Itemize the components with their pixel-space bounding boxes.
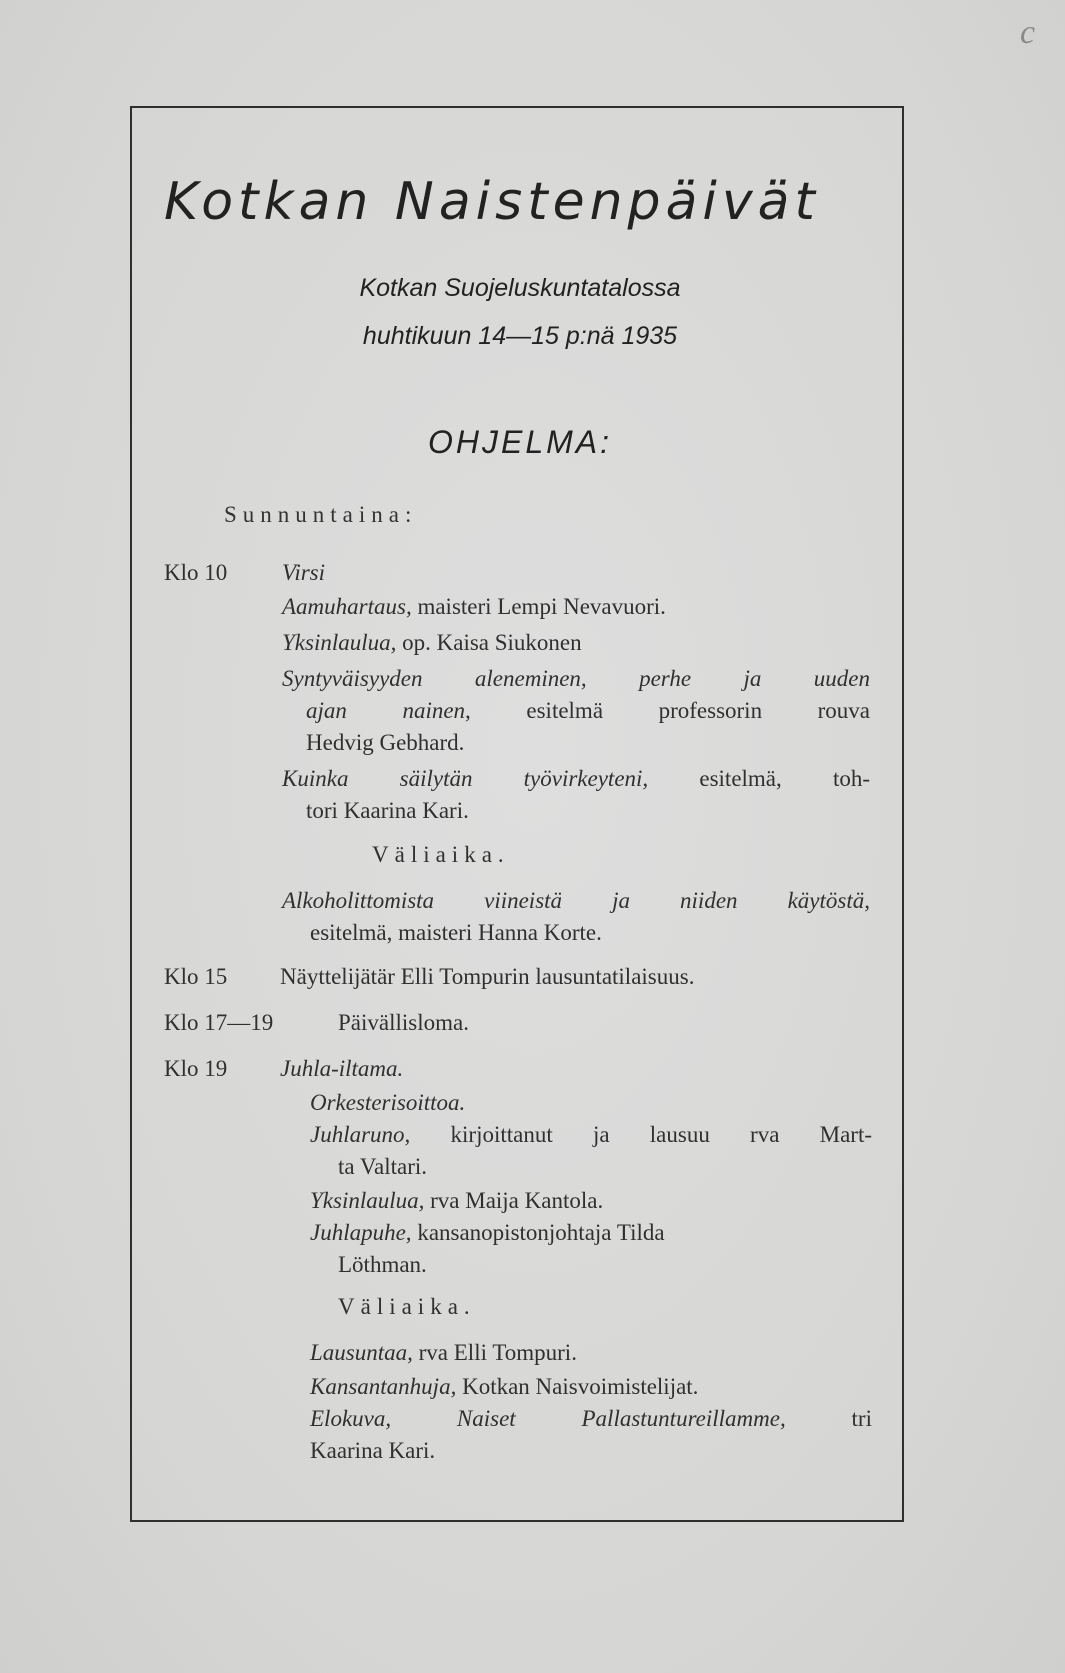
item-virsi: Virsi xyxy=(282,560,326,585)
time-klo-19: Klo 19 xyxy=(164,1056,228,1081)
item-title: Yksinlaulua, xyxy=(310,1188,425,1213)
margin-mark: c xyxy=(1020,14,1036,51)
item-title: Elokuva, Naiset Pallastuntureillamme, xyxy=(310,1406,786,1431)
item-syntyvaisyys-line3: Hedvig Gebhard. xyxy=(306,730,465,755)
date-line: huhtikuun 14—15 p:nä 1935 xyxy=(362,322,678,350)
item-title: Kuinka säilytän työvirkeyteni, xyxy=(282,766,649,791)
item-kansantanhuja xyxy=(310,1372,698,1402)
item-orkesterisoittoa: Orkesterisoittoa. xyxy=(310,1090,466,1115)
item-detail: kirjoittanut ja lausuu rva Mart- xyxy=(450,1122,872,1147)
item-title: Yksinlaulua, xyxy=(282,630,397,655)
item-juhlapuhe-line1 xyxy=(310,1218,665,1248)
item-yksinlaulua-2 xyxy=(310,1186,603,1216)
item-syntyvaisyys-line1: Syntyväisyyden aleneminen, perhe ja uuden xyxy=(282,666,870,691)
item-detail: rva Elli Tompuri. xyxy=(418,1340,577,1365)
item-juhlapuhe-line2: Löthman. xyxy=(338,1252,427,1277)
item-title: Lausuntaa, xyxy=(310,1340,413,1365)
item-detail: op. Kaisa Siukonen xyxy=(402,630,582,655)
item-elokuva-line1 xyxy=(310,1404,872,1434)
item-title: Aamuhartaus, xyxy=(282,594,412,619)
time-klo-17-19: Klo 17—19 xyxy=(164,1010,274,1035)
item-viinit-line2: esitelmä, maisteri Hanna Korte. xyxy=(310,920,602,945)
item-juhlaruno-line2: ta Valtari. xyxy=(338,1154,427,1179)
item-title: ajan nainen, xyxy=(306,698,471,723)
item-detail: Kotkan Naisvoimistelijat. xyxy=(462,1374,699,1399)
day-label: Sunnuntaina: xyxy=(224,502,418,527)
item-detail: kansanopistonjohtaja Tilda xyxy=(417,1220,665,1245)
intermission-1: Väliaika. xyxy=(372,842,510,867)
item-syntyvaisyys-line2 xyxy=(306,696,870,726)
item-yksinlaulua xyxy=(282,628,582,658)
item-lausuntatilaisuus: Näyttelijätär Elli Tompurin lausuntatilaisuus. xyxy=(280,964,695,989)
time-klo-15: Klo 15 xyxy=(164,964,228,989)
venue-line: Kotkan Suojeluskuntatalossa xyxy=(359,274,681,302)
item-elokuva-line2: Kaarina Kari. xyxy=(310,1438,436,1463)
item-title: Juhlaruno, xyxy=(310,1122,411,1147)
item-viinit-line1: Alkoholittomista viineistä ja niiden käytöstä, xyxy=(282,888,870,913)
item-paivallisloma: Päivällisloma. xyxy=(338,1010,469,1035)
intermission-2: Väliaika. xyxy=(338,1294,476,1319)
item-title: Kansantanhuja, xyxy=(310,1374,457,1399)
item-detail: esitelmä, toh- xyxy=(699,766,871,791)
item-tyovirkeys-line2: tori Kaarina Kari. xyxy=(306,798,469,823)
program-border xyxy=(130,106,904,1522)
item-tyovirkeys-line1 xyxy=(282,764,870,794)
item-juhla-iltama: Juhla-iltama. xyxy=(280,1056,404,1081)
program-heading: OHJELMA: xyxy=(427,424,613,460)
time-klo-10: Klo 10 xyxy=(164,560,228,585)
item-lausuntaa xyxy=(310,1338,577,1368)
item-detail: esitelmä professorin rouva xyxy=(526,698,871,723)
item-detail: tri xyxy=(851,1406,872,1431)
item-title: Juhlapuhe, xyxy=(310,1220,412,1245)
page-title: Kotkan Naistenpäivät xyxy=(164,172,820,232)
item-juhlaruno-line1 xyxy=(310,1120,872,1150)
item-aamuhartaus xyxy=(282,592,666,622)
item-detail: maisteri Lempi Nevavuori. xyxy=(417,594,666,619)
item-detail: rva Maija Kantola. xyxy=(430,1188,604,1213)
